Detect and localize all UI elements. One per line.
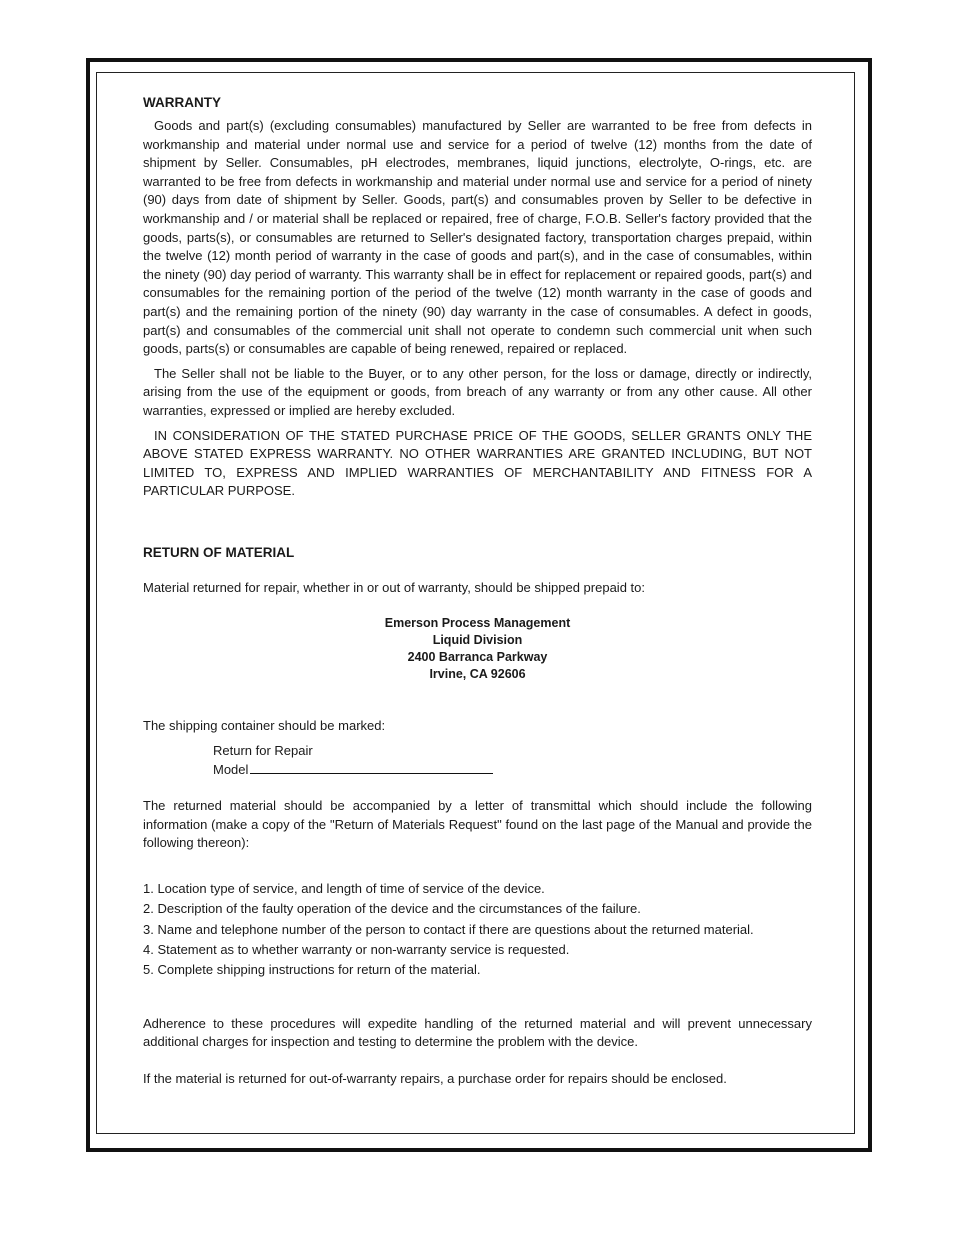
marked-intro: The shipping container should be marked: [143,718,386,734]
address-line: 2400 Barranca Parkway [407,650,548,665]
address-line: Liquid Division [432,633,523,648]
model-label: Model [213,761,249,777]
warranty-paragraph-3: IN CONSIDERATION OF THE STATED PURCHASE PRICE OF THE GOODS, SELLER GRANTS ONLY THE ABOVE STATED EXPRESS WARRANTY. NO OTHER WARRANTIES ARE GRANTED INCLUDING, BUT NOT LIMITED TO, EXPRESS AND IMPLIED WARRANTIES OF MERCHANTABILITY AND FITNESS FOR A PARTICULAR PURPOSE. [143,427,812,499]
list-item: 1. Location type of service, and length of time of service of the device. [143,881,545,897]
marked-line-repair: Return for Repair [213,743,313,759]
information-list [143,879,812,980]
adherence-paragraph: Adherence to these procedures will expedite handling of the returned material and will prevent unnecessary additional charges for inspection and testing to determine the problem with the device. [143,1015,812,1050]
list-item: 3. Name and telephone number of the person to contact if there are questions about the returned material. [143,921,754,937]
list-item: 4. Statement as to whether warranty or non-warranty service is requested. [143,941,570,957]
warranty-heading: WARRANTY [143,95,221,110]
out-of-warranty-paragraph: If the material is returned for out-of-warranty repairs, a purchase order for repairs should be enclosed. [143,1070,727,1086]
marked-line-model [213,761,812,780]
return-heading: RETURN OF MATERIAL [143,544,295,560]
address-line: Emerson Process Management [384,616,571,631]
list-item: 2. Description of the faulty operation of the device and the circumstances of the failure. [143,901,641,917]
address-line: Irvine, CA 92606 [429,667,526,682]
model-blank-line [250,761,493,774]
transmittal-paragraph: The returned material should be accompanied by a letter of transmittal which should include the following information (make a copy of the "Return of Materials Request" found on the last page of the Manual and provide the following thereon): [143,798,812,851]
list-item: 5. Complete shipping instructions for return of the material. [143,962,481,978]
marked-block [213,742,812,779]
warranty-paragraph-2: The Seller shall not be liable to the Buyer, or to any other person, for the loss or damage, directly or indirectly, arising from the use of the equipment or goods, from breach of any warranty or from any other cause. All other warranties, expressed or implied are hereby excluded. [143,365,812,418]
warranty-paragraph-1: Goods and part(s) (excluding consumables) manufactured by Seller are warranted to be free from defects in workmanship and material under normal use and service for a period of twelve (12) months from the date of shipment by Seller. Consumables, pH electrodes, membranes, liquid junctions, electrolyte, O-rings, etc. are warranted to be free from defects in workmanship and material under normal use and service for a period of ninety (90) days from date of shipment by Seller. Goods, part(s) and consumables proven by Seller to be defective in workmanship and / or material shall be replaced or repaired, free of charge, F.O.B. Seller's factory provided that the goods, parts(s), or consumables are returned to Seller's designated factory, transportation charges prepaid, within the twelve (12) month period of warranty in the case of goods and part(s), and in the case of consumables, within the ninety (90) day period of warranty. This warranty shall be in effect for replacement or repaired goods, part(s) and consumables for the remaining portion of the period of the twelve (12) month warranty in the case of goods and part(s) and the remaining portion of the ninety (90) day warranty in the case of consumables. A defect in goods, part(s) and consumables of the commercial unit shall not operate to condemn such commercial unit when such goods, parts(s) or consumables are capable of being renewed, repaired or replaced. [143,118,812,357]
document-body [143,93,812,1088]
return-intro: Material returned for repair, whether in or out of warranty, should be shipped prepaid to: [143,579,645,595]
return-address [143,615,812,683]
